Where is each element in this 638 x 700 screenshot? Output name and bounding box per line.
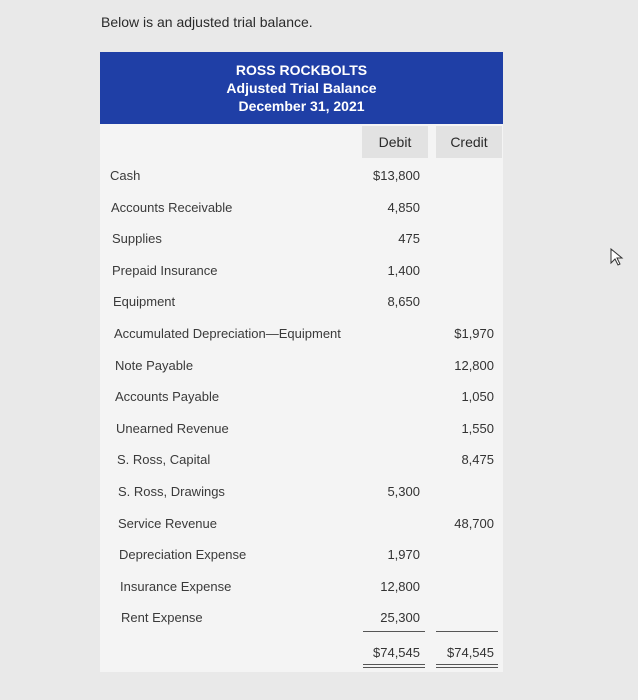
account-name: Service Revenue <box>118 516 217 531</box>
company-name: ROSS ROCKBOLTS <box>235 62 368 78</box>
debit-amount: 1,970 <box>387 547 420 562</box>
credit-amount: 1,050 <box>461 389 494 404</box>
credit-total: $74,545 <box>447 645 494 660</box>
debit-amount: 1,400 <box>387 263 420 278</box>
account-name: S. Ross, Capital <box>117 452 211 467</box>
table-row <box>100 196 503 222</box>
table-row <box>100 575 503 601</box>
account-name: S. Ross, Drawings <box>118 484 225 499</box>
table-row <box>100 606 503 632</box>
account-name: Supplies <box>112 231 162 246</box>
table-row <box>100 227 503 253</box>
credit-double-underline <box>436 664 498 668</box>
table-row <box>100 259 503 285</box>
account-name: Unearned Revenue <box>116 421 229 436</box>
debit-amount: 25,300 <box>380 610 420 625</box>
account-name: Accumulated Depreciation—Equipment <box>114 326 341 341</box>
debit-amount: 4,850 <box>387 200 420 215</box>
statement-header <box>100 52 503 124</box>
credit-amount: 8,475 <box>461 452 494 467</box>
statement-date: December 31, 2021 <box>238 98 365 114</box>
account-name: Cash <box>110 168 141 183</box>
debit-amount: 475 <box>398 231 420 246</box>
account-name: Prepaid Insurance <box>112 263 218 278</box>
debit-amount: 5,300 <box>387 484 420 499</box>
credit-amount: $1,970 <box>454 326 494 341</box>
account-name: Insurance Expense <box>120 579 232 594</box>
mouse-pointer-icon <box>610 248 624 266</box>
debit-amount: 8,650 <box>387 294 420 309</box>
debit-amount: $13,800 <box>373 168 420 183</box>
account-name: Rent Expense <box>121 610 203 625</box>
debit-amount: 12,800 <box>380 579 420 594</box>
debit-column-header: Debit <box>362 126 428 158</box>
credit-underline <box>436 631 498 632</box>
table-row <box>100 417 503 443</box>
account-name: Note Payable <box>115 358 194 373</box>
debit-total: $74,545 <box>373 645 420 660</box>
table-row <box>100 164 503 190</box>
credit-column-header: Credit <box>436 126 502 158</box>
table-row <box>100 290 503 316</box>
trial-balance-card <box>100 52 503 672</box>
credit-amount: 1,550 <box>461 421 494 436</box>
table-row <box>100 543 503 569</box>
table-row <box>100 385 503 411</box>
table-row <box>100 448 503 474</box>
table-row <box>100 480 503 506</box>
credit-amount: 12,800 <box>454 358 494 373</box>
account-name: Equipment <box>113 294 176 309</box>
intro-text: Below is an adjusted trial balance. <box>101 14 313 30</box>
table-row <box>100 354 503 380</box>
debit-double-underline <box>363 664 425 668</box>
account-name: Depreciation Expense <box>119 547 247 562</box>
table-row <box>100 512 503 538</box>
statement-title: Adjusted Trial Balance <box>226 80 377 96</box>
debit-underline <box>363 631 425 632</box>
table-row <box>100 322 503 348</box>
account-name: Accounts Payable <box>115 389 220 404</box>
credit-amount: 48,700 <box>454 516 494 531</box>
account-name: Accounts Receivable <box>111 200 233 215</box>
